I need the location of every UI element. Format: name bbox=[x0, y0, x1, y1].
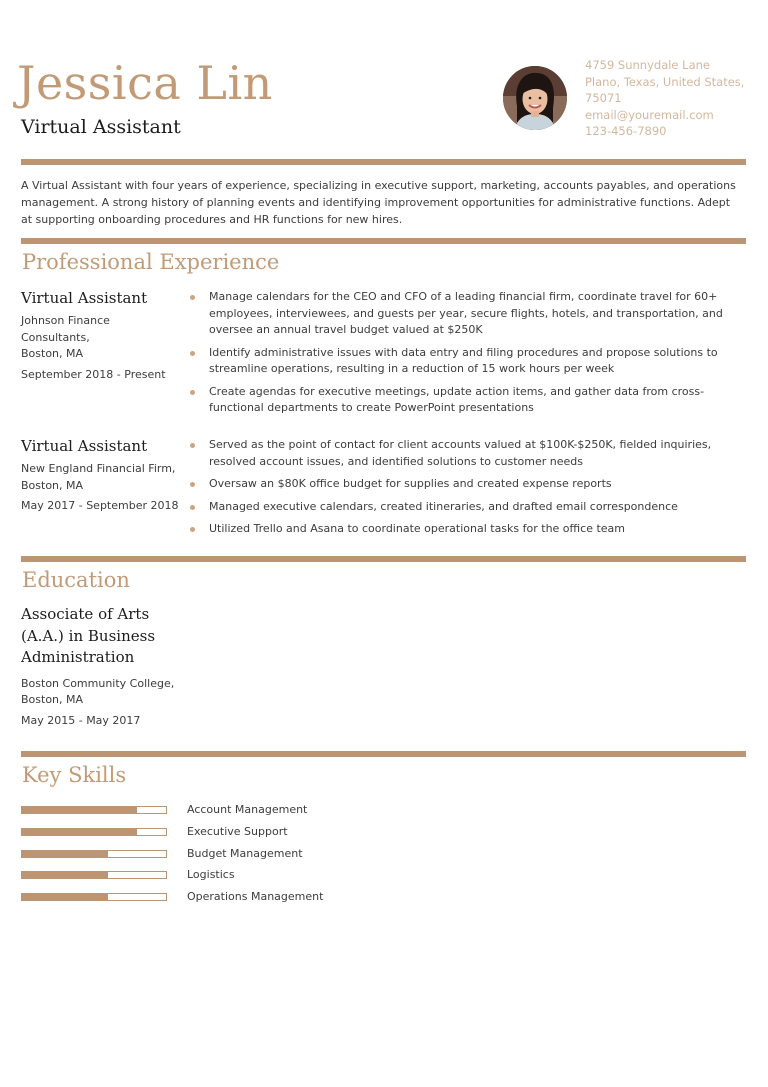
school bbox=[21, 676, 191, 709]
email-link[interactable]: email@youremail.com bbox=[585, 107, 714, 122]
skill-item bbox=[21, 867, 421, 883]
skill-level-fill bbox=[22, 851, 108, 857]
skills-heading: Key Skills bbox=[22, 763, 127, 787]
bullet-item bbox=[188, 345, 748, 378]
bullet-icon bbox=[190, 527, 195, 532]
bullet-text: Utilized Trello and Asana to coordinate operational tasks for the office team bbox=[209, 522, 626, 535]
bullet-item bbox=[188, 499, 748, 516]
company-location: Boston, MA bbox=[21, 347, 84, 360]
bullet-item bbox=[188, 437, 748, 470]
job-company bbox=[21, 313, 181, 363]
bullet-item bbox=[188, 521, 748, 538]
skill-level-bar bbox=[21, 893, 167, 901]
skill-item bbox=[21, 824, 421, 840]
experience-heading: Professional Experience bbox=[22, 250, 280, 274]
bullet-text: Manage calendars for the CEO and CFO of a leading financial firm, coordinate travel for 60+ employees, interviewees, and guests per year, secure flights, hotels, and transportation, and oversee an annual travel budget valued at $250K bbox=[209, 290, 723, 336]
skill-label: Account Management bbox=[187, 803, 308, 816]
phone-number: 123-456-7890 bbox=[585, 124, 667, 139]
skill-level-bar bbox=[21, 871, 167, 879]
job-title: Virtual Assistant bbox=[21, 116, 181, 138]
skill-item bbox=[21, 889, 421, 905]
degree-line: Associate of Arts bbox=[21, 605, 150, 623]
skill-level-bar bbox=[21, 806, 167, 814]
skill-level-fill bbox=[22, 829, 137, 835]
address-line-2: Plano, Texas, United States, bbox=[585, 74, 745, 89]
skill-label: Operations Management bbox=[187, 890, 324, 903]
company-name: Johnson Finance Consultants, bbox=[21, 314, 110, 344]
bullet-text: Served as the point of contact for client accounts valued at $100K-$250K, fielded inquiries, resolved account issues, and identified solutions to customer needs bbox=[209, 438, 712, 468]
bullet-icon bbox=[190, 295, 195, 300]
degree-line: (A.A.) in Business bbox=[21, 626, 156, 645]
bullet-item bbox=[188, 289, 748, 339]
job-title: Virtual Assistant bbox=[21, 437, 148, 455]
education-entry bbox=[21, 604, 191, 729]
degree-title bbox=[21, 604, 191, 669]
skill-item bbox=[21, 846, 421, 862]
school-location: Boston, MA bbox=[21, 693, 84, 706]
job-meta bbox=[21, 437, 181, 514]
bullet-text: Identify administrative issues with data entry and filing procedures and propose solutions to streamline operations, resulting in a reduction of 15 work hours per week bbox=[209, 345, 718, 375]
job-dates: September 2018 - Present bbox=[21, 367, 166, 381]
job-company bbox=[21, 461, 181, 494]
skill-level-bar bbox=[21, 850, 167, 858]
skill-item bbox=[21, 802, 421, 818]
education-heading: Education bbox=[22, 568, 130, 592]
bullet-text: Managed executive calendars, created itineraries, and drafted email correspondence bbox=[209, 499, 678, 513]
company-name: New England Financial Firm, bbox=[21, 462, 176, 475]
job-bullets bbox=[188, 437, 748, 544]
skill-level-fill bbox=[22, 807, 137, 813]
job-meta bbox=[21, 289, 181, 383]
contact-info bbox=[585, 57, 745, 140]
profile-photo bbox=[503, 66, 567, 130]
job-dates: May 2017 - September 2018 bbox=[21, 499, 179, 512]
education-dates: May 2015 - May 2017 bbox=[21, 713, 141, 727]
skill-level-fill bbox=[22, 894, 108, 900]
divider bbox=[21, 751, 746, 757]
divider bbox=[21, 159, 746, 165]
skill-level-fill bbox=[22, 872, 108, 878]
divider bbox=[21, 556, 746, 562]
bullet-icon bbox=[190, 443, 195, 448]
school-name: Boston Community College, bbox=[21, 676, 175, 690]
skill-label: Budget Management bbox=[187, 847, 303, 860]
bullet-icon bbox=[190, 351, 195, 356]
address-line-1: 4759 Sunnydale Lane bbox=[585, 58, 710, 72]
bullet-item bbox=[188, 384, 748, 417]
bullet-text: Oversaw an $80K office budget for supplies and created expense reports bbox=[209, 477, 612, 490]
divider bbox=[21, 238, 746, 244]
bullet-icon bbox=[190, 390, 195, 395]
skill-label: Logistics bbox=[187, 868, 235, 881]
bullet-icon bbox=[190, 505, 195, 510]
bullet-item bbox=[188, 476, 748, 493]
address-line-3: 75071 bbox=[585, 91, 622, 106]
skill-level-bar bbox=[21, 828, 167, 836]
degree-line: Administration bbox=[21, 648, 135, 666]
bullet-text: Create agendas for executive meetings, update action items, and gather data from cross-functional departments to create PowerPoint presentations bbox=[209, 384, 705, 414]
avatar-photo-icon bbox=[503, 66, 567, 130]
bullet-icon bbox=[190, 482, 195, 487]
skill-label: Executive Support bbox=[187, 825, 288, 838]
summary-text: A Virtual Assistant with four years of experience, specializing in executive support, marketing, accounts payables, and operations management. A strong history of planning events and identifying improvement opportunities for administrative functions. Adept at supporting onboarding procedures and HR functions for new hires. bbox=[21, 179, 736, 226]
job-bullets bbox=[188, 289, 748, 423]
job-title: Virtual Assistant bbox=[21, 289, 148, 307]
company-location: Boston, MA bbox=[21, 478, 84, 492]
candidate-name: Jessica Lin bbox=[17, 56, 273, 110]
